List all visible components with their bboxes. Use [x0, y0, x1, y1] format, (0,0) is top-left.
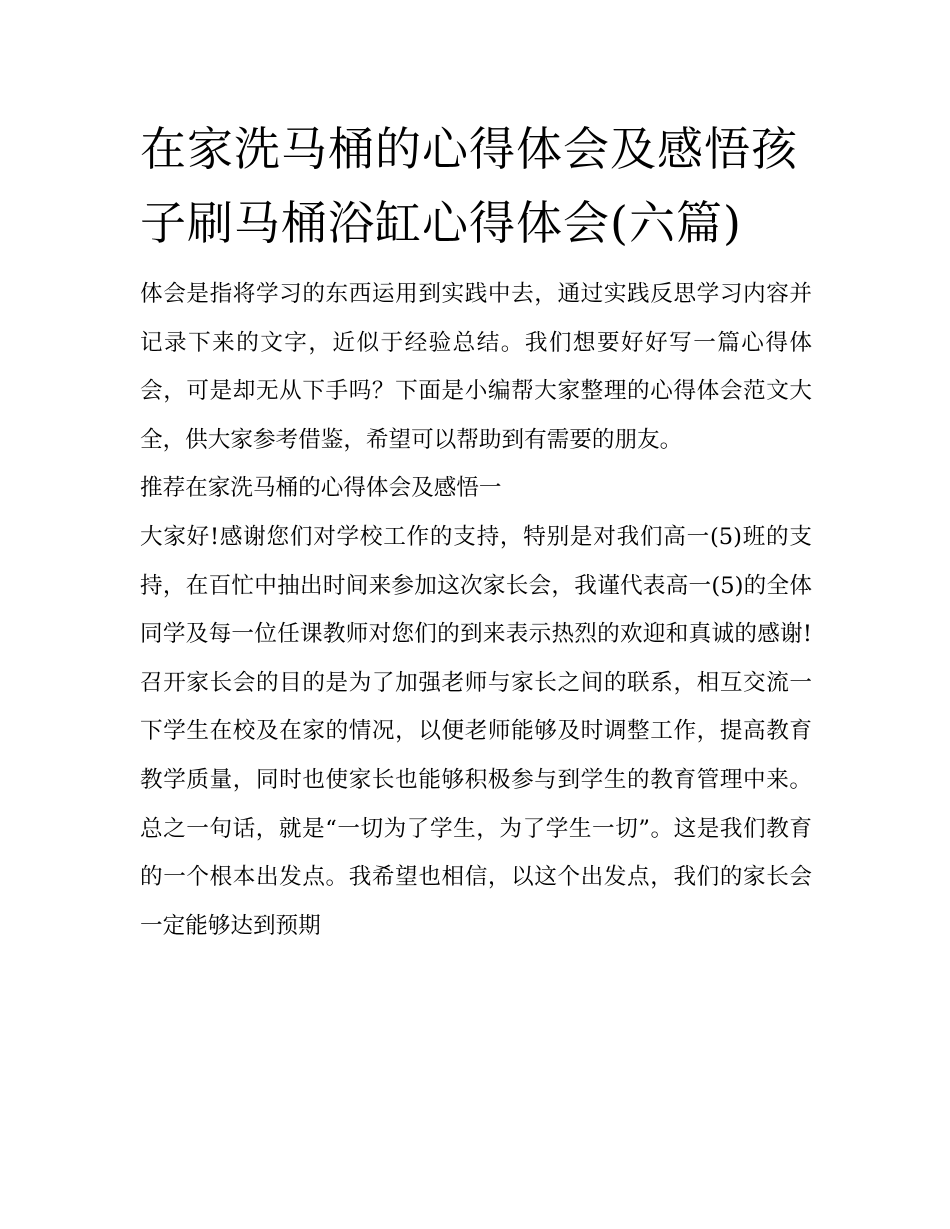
- document-body: [140, 270, 812, 950]
- document-title: 在家洗马桶的心得体会及感悟孩子刷马桶浴缸心得体会(六篇): [140, 122, 798, 250]
- intro-paragraph: 体会是指将学习的东西运用到实践中去，通过实践反思学习内容并记录下来的文字，近似于经验总结。我们想要好好写一篇心得体会，可是却无从下手吗？下面是小编帮大家整理的心得体会范文大全，供大家参考借鉴，希望可以帮助到有需要的朋友。: [140, 281, 812, 453]
- document-page: [140, 112, 812, 950]
- section-heading: 推荐在家洗马桶的心得体会及感悟一: [140, 475, 502, 502]
- body-paragraph: 大家好!感谢您们对学校工作的支持，特别是对我们高一(5)班的支持，在百忙中抽出时间来参加这次家长会，我谨代表高一(5)的全体同学及每一位任课教师对您们的到来表示热烈的欢迎和真诚的感谢!召开家长会的目的是为了加强老师与家长之间的联系，相互交流一下学生在校及在家的情况，以便老师能够及时调整工作，提高教育教学质量，同时也使家长也能够积极参与到学生的教育管理中来。总之一句话，就是“一切为了学生，为了学生一切”。这是我们教育的一个根本出发点。我希望也相信，以这个出发点，我们的家长会一定能够达到预期: [140, 523, 812, 939]
